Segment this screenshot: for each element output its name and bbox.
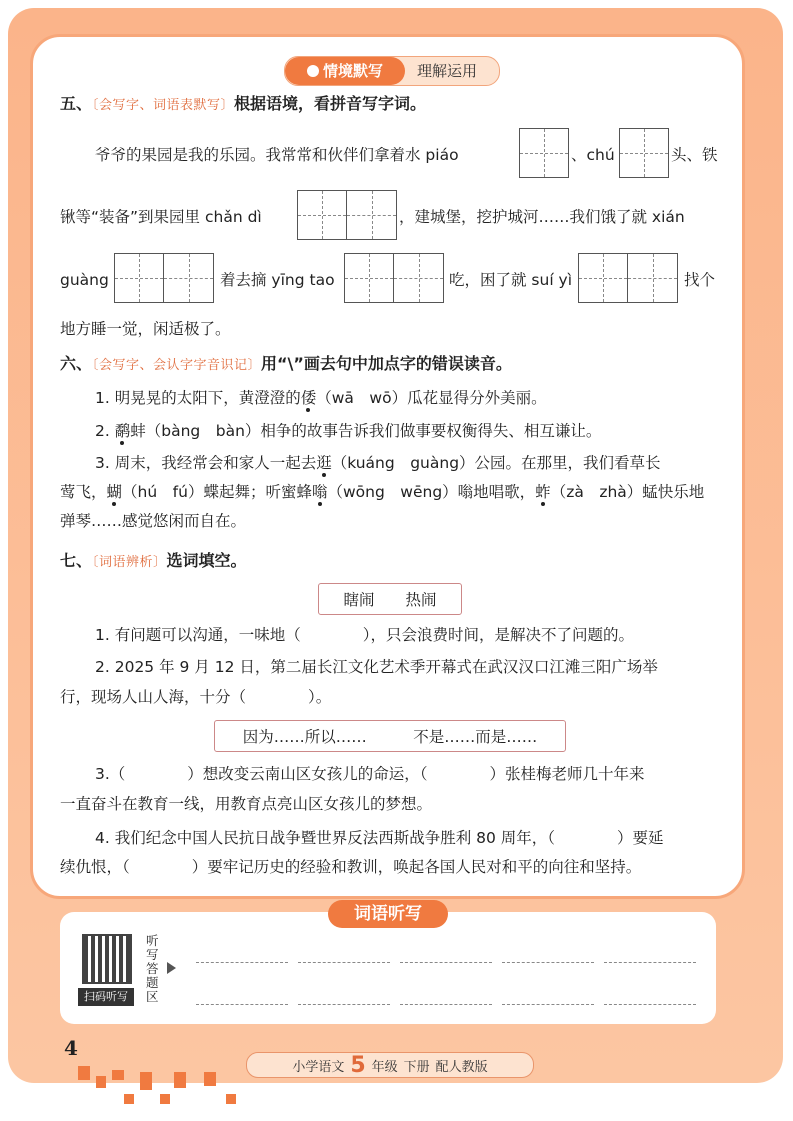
- section-title: 根据语境，看拼音写字词。: [234, 94, 427, 113]
- banner-right-label: 理解运用: [417, 62, 478, 80]
- dictation-line[interactable]: [400, 1004, 492, 1005]
- tianzi-cell[interactable]: [394, 253, 444, 303]
- dotted-char: 倭: [300, 389, 317, 407]
- footer-term: 下册: [403, 1059, 430, 1075]
- s6-question-1: [95, 387, 547, 409]
- section-number: 五、: [60, 94, 93, 113]
- footer-grade: 年级: [371, 1059, 398, 1075]
- answer-grid-suiyi[interactable]: [578, 253, 678, 303]
- q-text: 蚌（bàng bàn）相争的故事告诉我们做事要权衡得失、相互谦让。: [130, 422, 602, 440]
- s5-line3-part3: 吃，困了就 suí yì: [449, 271, 573, 289]
- section-5-heading: [60, 93, 426, 117]
- arrow-right-icon: [167, 962, 176, 974]
- s7-question-3[interactable]: 3.（ ）想改变云南山区女孩儿的命运，（ ）张桂梅老师几十年来: [95, 765, 645, 783]
- s5-line3-part1: guàng: [60, 271, 109, 289]
- banner-pill: [285, 57, 405, 85]
- tianzi-cell[interactable]: [628, 253, 678, 303]
- dotted-char: 鹬: [114, 422, 131, 440]
- s6-question-2: [95, 420, 601, 442]
- q-text: 3. 周末，我经常会和家人一起去: [95, 454, 317, 472]
- dictation-line[interactable]: [196, 1004, 288, 1005]
- dotted-char: 逛: [316, 454, 332, 472]
- dictation-line[interactable]: [196, 962, 288, 963]
- s6-question-3-cont: [60, 481, 704, 503]
- decor-square: [78, 1066, 90, 1080]
- q-text: （zà zhà）蜢快乐地: [550, 483, 705, 501]
- s5-line3-part4: 找个: [684, 271, 716, 289]
- section-number: 七、: [60, 551, 93, 570]
- q-text: （wā wō）瓜花显得分外美丽。: [316, 389, 547, 407]
- section-tag: 〔词语辨析〕: [92, 555, 167, 570]
- decor-square: [160, 1094, 170, 1104]
- word-choice-box-1: 瞎闹 热闹: [318, 583, 462, 615]
- tianzi-cell[interactable]: [347, 190, 397, 240]
- q-text: 2.: [95, 422, 115, 440]
- footer-subject: 小学语文: [292, 1059, 345, 1075]
- answer-grid-chu[interactable]: [619, 128, 669, 178]
- section-number: 六、: [60, 354, 93, 373]
- tianzi-cell[interactable]: [519, 128, 569, 178]
- decor-square: [96, 1076, 106, 1088]
- q-text: 莺飞，: [60, 483, 107, 501]
- s5-line2-part1: 锹等“装备”到果园里 chǎn dì: [60, 208, 262, 226]
- tianzi-cell[interactable]: [164, 253, 214, 303]
- decor-square: [140, 1072, 152, 1090]
- word-choice-box-2: 因为……所以…… 不是……而是……: [214, 720, 566, 752]
- answer-grid-xianguang[interactable]: [114, 253, 214, 303]
- dictation-area-label: 听写答题区: [146, 933, 159, 1004]
- s6-question-3: [95, 452, 661, 474]
- dotted-char: 蚱: [535, 483, 551, 501]
- tianzi-cell[interactable]: [297, 190, 347, 240]
- footer-grade-number: 5: [350, 1052, 366, 1078]
- section-6-heading: [60, 353, 512, 377]
- dictation-line[interactable]: [298, 1004, 390, 1005]
- page-number: 4: [64, 1036, 78, 1060]
- s5-line3-part2: 着去摘 yīng tao: [220, 271, 335, 289]
- section-7-heading: [60, 550, 247, 574]
- s5-line1-part1: 爷爷的果园是我的乐园。我常常和伙伴们拿着水 piáo: [95, 146, 459, 164]
- decor-square: [204, 1072, 216, 1086]
- qr-code-icon[interactable]: [82, 934, 132, 984]
- s6-question-3-end: 弹琴……感觉悠闲而自在。: [60, 512, 247, 530]
- decor-square: [174, 1072, 186, 1088]
- dictation-line[interactable]: [298, 962, 390, 963]
- tianzi-cell[interactable]: [578, 253, 628, 303]
- decor-square: [112, 1070, 124, 1080]
- s5-line1-part2: 、chú: [571, 146, 615, 164]
- section-title: 用“\”画去句中加点字的错误读音。: [261, 354, 512, 373]
- footer-edition: 配人教版: [435, 1059, 488, 1075]
- s7-question-2: 2. 2025 年 9 月 12 日，第二届长江文化艺术季开幕式在武汉汉口江滩三阳广场举: [95, 658, 658, 676]
- decor-square: [124, 1094, 134, 1104]
- banner-pill-label: 情境默写: [322, 62, 383, 80]
- dictation-title: 词语听写: [328, 900, 448, 928]
- q-text: 1. 明晃晃的太阳下，黄澄澄的: [95, 389, 301, 407]
- s7-question-2-cont[interactable]: 行，现场人山人海，十分（ ）。: [60, 688, 332, 706]
- section-title: 选词填空。: [166, 551, 247, 570]
- section-tag: 〔会写字、会认字字音识记〕: [92, 358, 262, 373]
- section-banner: [284, 56, 500, 86]
- answer-grid-yingtao[interactable]: [344, 253, 444, 303]
- s5-line4: 地方睡一觉，闲适极了。: [60, 320, 231, 338]
- q-text: （wōng wēng）嗡地唱歌，: [327, 483, 536, 501]
- s7-question-3-cont: 一直奋斗在教育一线，用教育点亮山区女孩儿的梦想。: [60, 795, 433, 813]
- qr-label: 扫码听写: [78, 988, 134, 1006]
- dictation-line[interactable]: [604, 962, 696, 963]
- s7-question-1[interactable]: 1. 有问题可以沟通，一味地（ ），只会浪费时间，是解决不了问题的。: [95, 626, 634, 644]
- s5-line1-part3: 头、铁: [671, 146, 718, 164]
- dotted-char: 嗡: [311, 483, 328, 501]
- dotted-char: 蝴: [106, 483, 123, 501]
- dictation-line[interactable]: [604, 1004, 696, 1005]
- answer-grid-piao[interactable]: [519, 128, 569, 178]
- section-tag: 〔会写字、词语表默写〕: [92, 98, 235, 113]
- tianzi-cell[interactable]: [619, 128, 669, 178]
- footer-book-info: [246, 1052, 534, 1078]
- s7-question-4-cont[interactable]: 续仇恨，（ ）要牢记历史的经验和教训，唤起各国人民对和平的向往和坚持。: [60, 858, 642, 876]
- dictation-line[interactable]: [502, 962, 594, 963]
- s7-question-4[interactable]: 4. 我们纪念中国人民抗日战争暨世界反法西斯战争胜利 80 周年，（ ）要延: [95, 829, 664, 847]
- q-text: （kuáng guàng）公园。在那里，我们看草长: [331, 454, 661, 472]
- s5-line2-part2: ，建城堡，挖护城河……我们饿了就 xián: [399, 208, 685, 226]
- tomato-icon: [307, 65, 319, 77]
- dictation-line[interactable]: [502, 1004, 594, 1005]
- q-text: （hú fú）蝶起舞；听蜜蜂: [122, 483, 312, 501]
- answer-grid-chandi[interactable]: [297, 190, 397, 240]
- decor-square: [226, 1094, 236, 1104]
- tianzi-cell[interactable]: [344, 253, 394, 303]
- tianzi-cell[interactable]: [114, 253, 164, 303]
- dictation-line[interactable]: [400, 962, 492, 963]
